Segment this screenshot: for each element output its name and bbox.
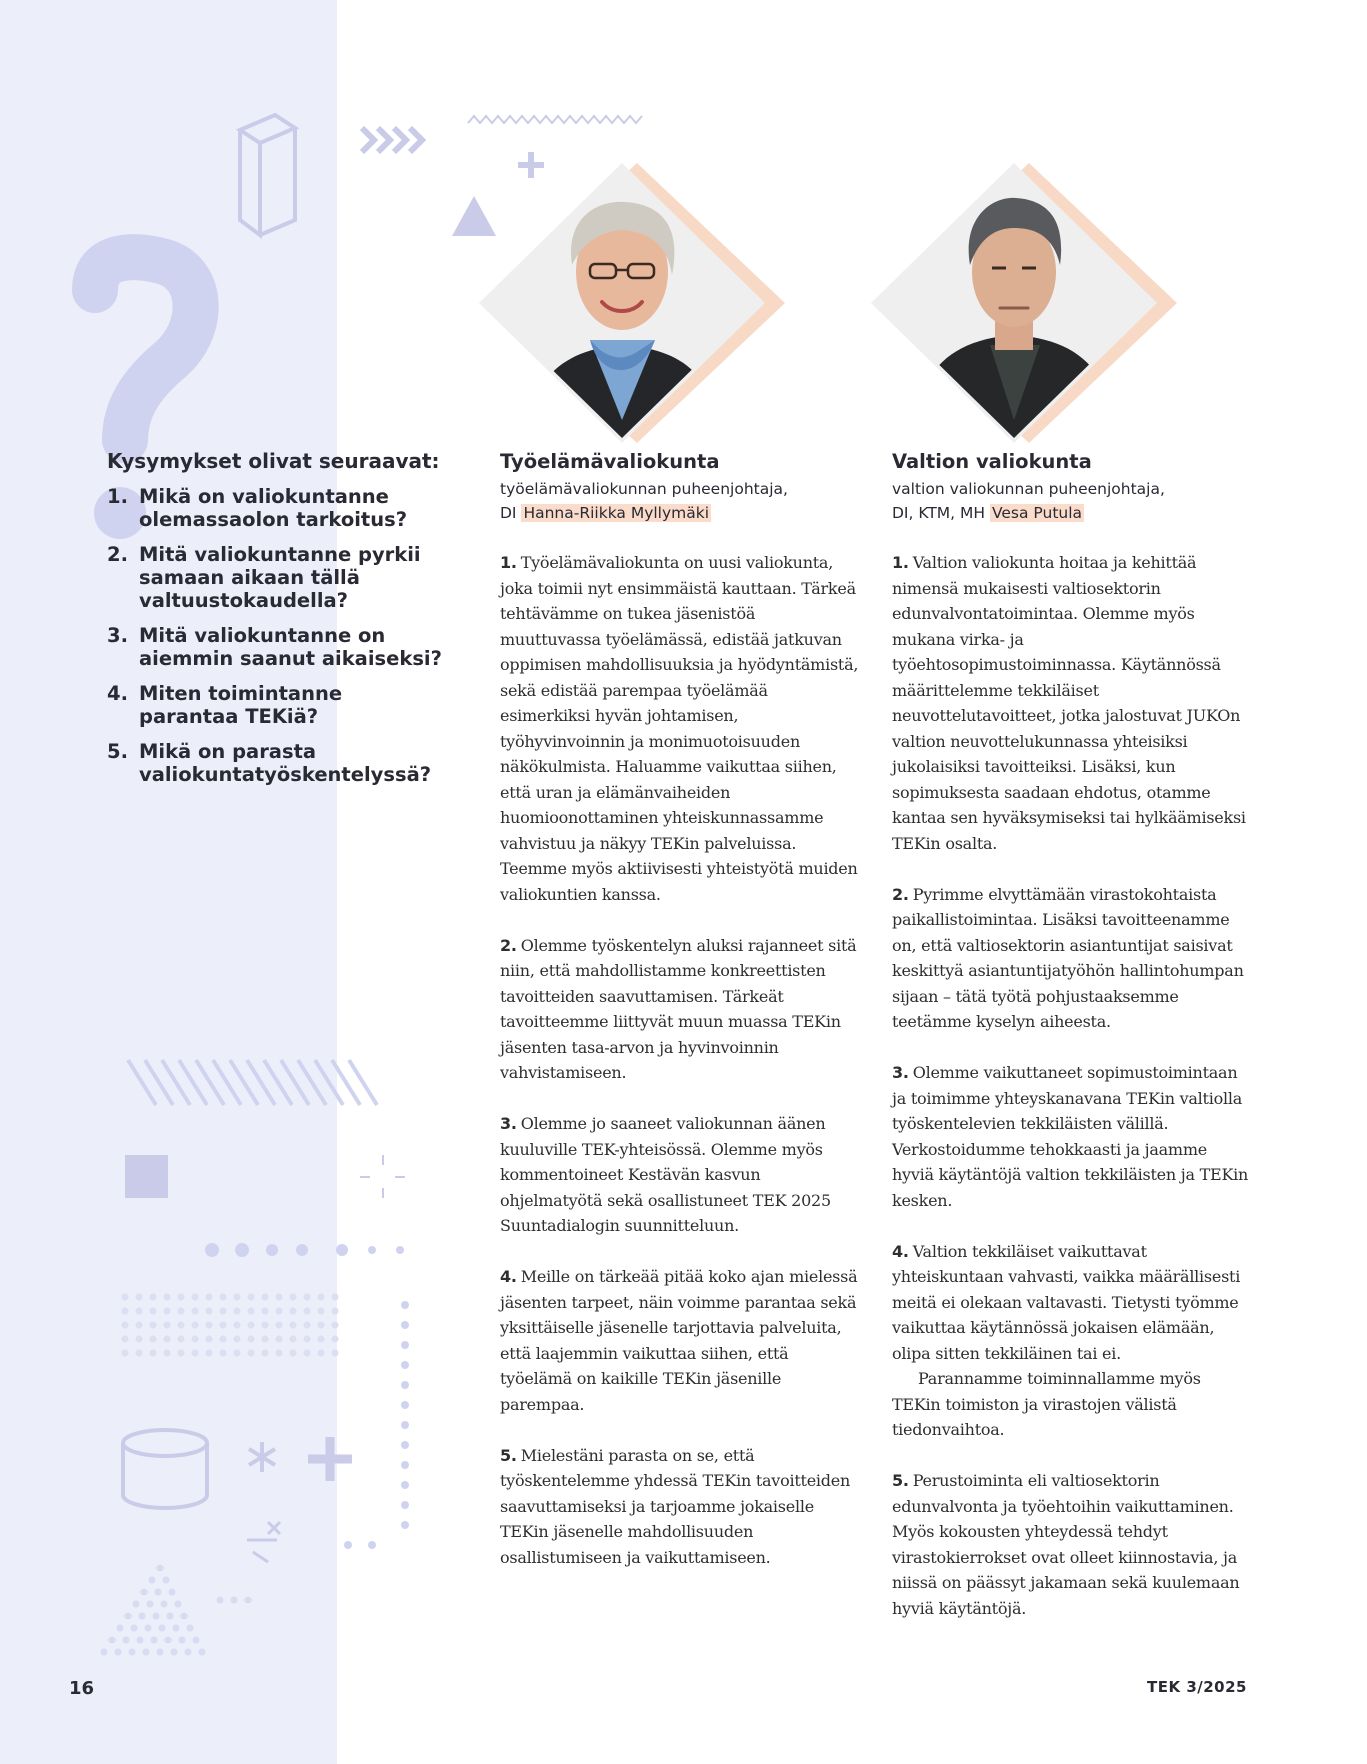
triangle-icon bbox=[452, 196, 496, 236]
chair-name-line bbox=[892, 502, 1252, 526]
question-text: Mitä valiokuntanne on aiemmin saanut aikaiseksi? bbox=[139, 624, 442, 670]
answer-number: 2. bbox=[892, 884, 909, 904]
answer-text-continued: Parannamme toiminnallamme myös TEKin toimiston ja virastojen välistä tiedonvaihtoa. bbox=[892, 1369, 1201, 1439]
math-symbols-icon bbox=[247, 1522, 280, 1562]
answer-text: Perustoiminta eli valtiosektorin edunvalvonta ja työehtoihin vaikuttaminen. Myös kokousten yhteydessä tehdyt virastokierrokset ovat olleet kiinnostavia, ja niissä on päässyt jakamaan sekä kuulemaan hyviä käytäntöjä. bbox=[892, 1471, 1240, 1618]
portrait-vesa-putula bbox=[860, 160, 1177, 450]
answer-text: Olemme vaikuttaneet sopimustoimintaan ja toimimme yhteyskanavana TEKin valtiolla työskentelevien tekkiläisten välillä. Verkostoidumme tehokkaasti ja jaamme hyviä käytäntöjä valtion tekkiläisten ja TEKin kesken. bbox=[892, 1063, 1249, 1210]
chair-degree: DI bbox=[500, 503, 517, 522]
question-number: 5. bbox=[107, 740, 128, 763]
answer-text: Valtion tekkiläiset vaikuttavat yhteiskuntaan vahvasti, vaikka määrällisesti meitä ei olekaan valtavasti. Tietysti työmme vaikuttaa käytännössä jokaisen elämään, olipa sitten tekkiläinen tai ei. bbox=[892, 1241, 1241, 1363]
question-item bbox=[107, 485, 447, 531]
answer-number: 2. bbox=[500, 935, 517, 955]
answer-number: 4. bbox=[500, 1267, 517, 1286]
square-icon bbox=[125, 1155, 168, 1198]
answer-3 bbox=[500, 1111, 860, 1239]
chair-role: valtion valiokunnan puheenjohtaja, bbox=[892, 480, 1165, 498]
questions-box bbox=[107, 450, 447, 798]
answer-number: 5. bbox=[500, 1445, 517, 1465]
chair-role: työelämävaliokunnan puheenjohtaja, bbox=[500, 480, 788, 498]
column-valtion-valiokunta bbox=[892, 450, 1252, 1647]
answer-1 bbox=[500, 550, 860, 907]
box-3d-icon bbox=[240, 115, 295, 235]
cylinder-icon bbox=[123, 1430, 207, 1508]
answer-number: 4. bbox=[892, 1241, 909, 1261]
column-tyoelamavaliokunta bbox=[500, 450, 860, 1596]
question-item bbox=[107, 740, 447, 786]
answer-2 bbox=[500, 933, 860, 1086]
answer-4 bbox=[892, 1239, 1252, 1443]
answer-text: Pyrimme elvyttämään virastokohtaista paikallistoimintaa. Lisäksi tavoitteenamme on, että valtiosektorin asiantuntijat saisivat keskittyä asiantuntijatyöhön hallintohumpan sijaan – tätä työtä pohjustaaksemme teetämme kyselyn aiheesta. bbox=[892, 884, 1244, 1031]
chair-degree: DI, KTM, MH bbox=[892, 503, 986, 522]
portrait-hanna-riikka bbox=[470, 160, 785, 450]
answer-3 bbox=[892, 1060, 1252, 1213]
answer-text: Meille on tärkeää pitää koko ajan mielessä jäsenten tarpeet, näin voimme parantaa sekä yksittäiselle jäsenelle tarjottavia palveluita, että laajemmin vaikuttaa siihen, että työelämä on kaikille TEKin jäsenille parempaa. bbox=[500, 1267, 858, 1414]
stripes-icon bbox=[128, 1060, 377, 1105]
dashed-cross-icon bbox=[360, 1155, 405, 1198]
page-number: 16 bbox=[69, 1678, 95, 1699]
question-number: 2. bbox=[107, 543, 128, 566]
question-text: Mikä on parasta valiokuntatyöskentelyssä? bbox=[139, 740, 432, 786]
question-number: 4. bbox=[107, 682, 128, 705]
committee-title: Työelämävaliokunta bbox=[500, 450, 720, 473]
answer-number: 3. bbox=[892, 1063, 909, 1082]
answer-1 bbox=[892, 550, 1252, 856]
chair-name: Hanna-Riikka Myllymäki bbox=[523, 503, 710, 522]
big-plus-icon bbox=[308, 1437, 352, 1481]
committee-title: Valtion valiokunta bbox=[892, 450, 1092, 473]
answer-number: 1. bbox=[500, 553, 517, 572]
answer-text: Olemme jo saaneet valiokunnan äänen kuuluville TEK-yhteisössä. Olemme myös kommentoineet Kestävän kasvun ohjelmatyötä sekä osallistuneet TEK 2025 Suuntadialogin suunnitteluun. bbox=[500, 1114, 831, 1235]
answer-2 bbox=[892, 882, 1252, 1035]
question-text: Miten toimintanne parantaa TEKiä? bbox=[139, 682, 343, 728]
chevrons-icon bbox=[362, 128, 422, 152]
answer-text: Työelämävaliokunta on uusi valiokunta, joka toimii nyt ensimmäistä kauttaan. Tärkeä tehtävämme on tukea jäsenistöä muuttuvassa työelämässä, edistää jatkuvan oppimisen mahdollisuuksia ja hyödyntämistä, sekä edistää parempaa työelämää esimerkiksi hyvän johtamisen, työhyvinvoinnin ja monimuotoisuuden näkökulmista. Haluamme vaikuttaa siihen, että uran ja elämänvaiheiden huomioonottaminen yhteiskunnassamme vahvistuu ja näkyy TEKin palveluissa. Teemme myös aktiivisesti yhteistyötä muiden valiokuntien kanssa. bbox=[500, 553, 859, 904]
answers bbox=[892, 550, 1252, 1621]
questions-title: Kysymykset olivat seuraavat: bbox=[107, 449, 440, 473]
question-item bbox=[107, 624, 447, 670]
zigzag-icon bbox=[468, 116, 642, 123]
answer-text: Valtion valiokunta hoitaa ja kehittää nimensä mukaisesti valtiosektorin edunvalvontatoimintaa. Olemme myös mukana virka- ja työehtosopimustoiminnassa. Käytännössä määrittelemme tekkiläiset neuvottelutavoitteet, jotka jalostuvat JUKOn valtion neuvottelukunnassa yhteisiksi jukolaisiksi tavoitteiksi. Lisäksi, kun sopimuksesta saadaan ehdotus, otamme kantaa sen hyväksymiseksi tai hylkäämiseksi TEKin osalta. bbox=[892, 553, 1246, 853]
question-item bbox=[107, 543, 447, 612]
answer-number: 3. bbox=[500, 1114, 517, 1133]
dotted-line-icon bbox=[344, 1301, 409, 1549]
asterisk-icon bbox=[249, 1442, 275, 1472]
dot-triangle-icon bbox=[101, 1565, 252, 1656]
question-number: 3. bbox=[107, 624, 128, 647]
question-number: 1. bbox=[107, 485, 128, 508]
question-mark-icon bbox=[95, 257, 196, 440]
question-text: Mikä on valiokuntanne olemassaolon tarkoitus? bbox=[139, 485, 408, 531]
answer-number: 1. bbox=[892, 553, 909, 572]
chair-name: Vesa Putula bbox=[991, 503, 1083, 522]
dot-grid-icon bbox=[122, 1294, 339, 1357]
answer-5 bbox=[892, 1468, 1252, 1621]
question-text: Mitä valiokuntanne pyrkii samaan aikaan tällä valtuustokaudella? bbox=[139, 543, 421, 612]
answer-number: 5. bbox=[892, 1471, 909, 1490]
answer-4 bbox=[500, 1264, 860, 1417]
answer-text: Mielestäni parasta on se, että työskentelemme yhdessä TEKin tavoitteiden saavuttamiseksi ja tarjoamme jokaiselle TEKin jäsenelle mahdollisuuden osallistumiseen ja vaikuttamiseen. bbox=[500, 1445, 851, 1567]
answers bbox=[500, 550, 860, 1570]
questions-list bbox=[107, 485, 447, 786]
magazine-issue: TEK 3/2025 bbox=[1147, 1678, 1247, 1696]
question-item bbox=[107, 682, 447, 728]
dot-row-icon bbox=[205, 1243, 404, 1257]
answer-text: Olemme työskentelyn aluksi rajanneet sitä niin, että mahdollistamme konkreettisten tavoitteiden saavuttamisen. Tärkeät tavoitteemme liittyvät muun muassa TEKin jäsenten tasa-arvon ja hyvinvoinnin vahvistamiseen. bbox=[500, 935, 857, 1082]
chair-name-line bbox=[500, 502, 860, 526]
answer-5 bbox=[500, 1443, 860, 1571]
plus-icon bbox=[518, 152, 544, 178]
